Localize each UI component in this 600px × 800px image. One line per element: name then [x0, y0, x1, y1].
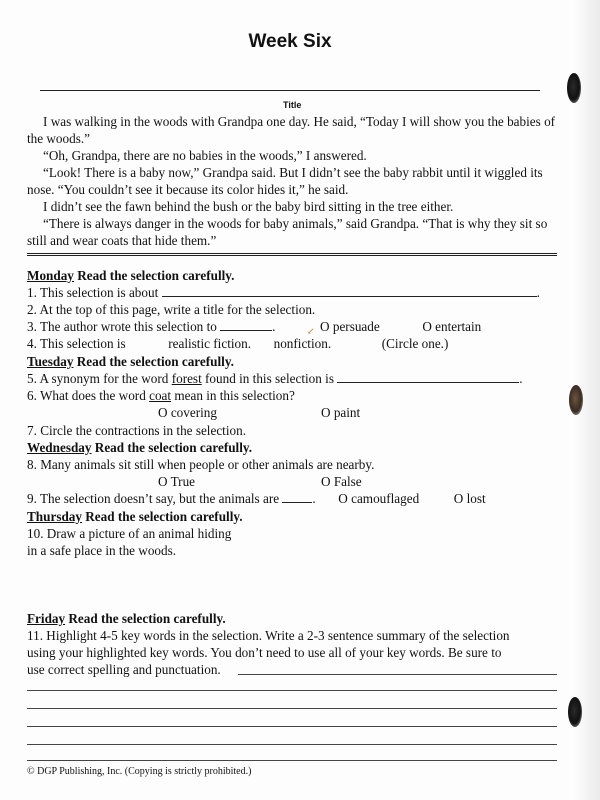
- option-camouflaged[interactable]: O camouflaged: [338, 491, 420, 506]
- writing-line[interactable]: [27, 744, 557, 745]
- day-instruction: Read the selection carefully.: [94, 440, 253, 455]
- answer-blank[interactable]: [220, 319, 272, 331]
- question-4: [27, 335, 448, 352]
- question-10-line-1: 10. Draw a picture of an animal hiding: [27, 526, 232, 541]
- passage-paragraph: I didn’t see the fawn behind the bush or the baby bird sitting in the tree either.: [43, 199, 454, 214]
- question-text: 3. The author wrote this selection to: [27, 319, 217, 334]
- option-nonfiction[interactable]: nonfiction.: [273, 336, 332, 351]
- section-divider: [27, 253, 557, 256]
- underlined-word: coat: [149, 388, 172, 403]
- passage-paragraph: “There is always danger in the woods for baby animals,” said Grandpa. “That is why they sit so still and wear coats that hide them.”: [27, 216, 548, 248]
- copyright-footer: © DGP Publishing, Inc. (Copying is strictly prohibited.): [27, 766, 252, 777]
- option-realistic-fiction[interactable]: realistic fiction.: [168, 336, 252, 351]
- pen-mark: ↙: [307, 326, 315, 336]
- question-text: 6. What does the word: [27, 388, 146, 403]
- punctuation: .: [519, 371, 523, 386]
- monday-heading: [27, 267, 234, 284]
- writing-line[interactable]: [27, 708, 557, 709]
- option-entertain[interactable]: O entertain: [422, 319, 482, 334]
- question-1: [27, 284, 540, 301]
- passage-paragraph: “Oh, Grandpa, there are no babies in the woods,” I answered.: [43, 148, 367, 163]
- day-name: Wednesday: [27, 440, 92, 455]
- question-10-line-2: in a safe place in the woods.: [27, 543, 177, 558]
- question-7: 7. Circle the contractions in the selection.: [27, 423, 246, 438]
- question-2: 2. At the top of this page, write a title for the selection.: [27, 302, 316, 317]
- question-8: 8. Many animals sit still when people or other animals are nearby.: [27, 457, 375, 472]
- answer-blank[interactable]: [162, 285, 537, 297]
- question-text: 5. A synonym for the word: [27, 371, 169, 386]
- day-name: Thursday: [27, 509, 82, 524]
- writing-line[interactable]: [27, 690, 557, 691]
- day-label: [27, 268, 234, 283]
- tuesday-heading: [27, 353, 234, 370]
- title-label: Title: [283, 100, 302, 110]
- question-11-line-2: using your highlighted key words. You don’t need to use all of your key words. Be sure to: [27, 645, 502, 660]
- question-text: 4. This selection is: [27, 336, 126, 351]
- option-covering[interactable]: O covering: [158, 405, 217, 420]
- wednesday-heading: [27, 439, 252, 456]
- thursday-heading: [27, 508, 243, 525]
- title-write-line[interactable]: [40, 90, 540, 91]
- day-name: Monday: [27, 268, 74, 283]
- binder-hole-icon: [568, 697, 582, 727]
- friday-heading: [27, 610, 226, 627]
- day-instruction: Read the selection carefully.: [77, 268, 235, 283]
- question-9: [27, 490, 486, 507]
- writing-line[interactable]: [27, 760, 557, 761]
- binder-hole-icon: [569, 385, 583, 415]
- punctuation: .: [536, 285, 540, 300]
- option-true[interactable]: O True: [158, 474, 196, 489]
- question-text: use correct spelling and punctuation.: [27, 662, 221, 677]
- question-text: 1. This selection is about: [27, 285, 159, 300]
- question-11-line-1: 11. Highlight 4-5 key words in the selection. Write a 2-3 sentence summary of the selection: [27, 628, 510, 643]
- answer-blank[interactable]: [282, 491, 312, 503]
- day-instruction: Read the selection carefully.: [85, 509, 243, 524]
- option-paint[interactable]: O paint: [321, 405, 361, 420]
- page-title: Week Six: [248, 31, 332, 52]
- question-11-line-3: [27, 661, 221, 678]
- question-5: [27, 370, 523, 387]
- day-name: Friday: [27, 611, 66, 626]
- writing-line[interactable]: [238, 674, 557, 675]
- option-persuade[interactable]: O persuade: [320, 319, 380, 334]
- question-6: [27, 387, 295, 404]
- day-instruction: Read the selection carefully.: [68, 611, 226, 626]
- binder-hole-icon: [567, 73, 581, 103]
- question-text: 9. The selection doesn’t say, but the animals are: [27, 491, 280, 506]
- punctuation: .: [312, 491, 316, 506]
- question-text: mean in this selection?: [174, 388, 295, 403]
- writing-line[interactable]: [27, 726, 557, 727]
- passage-paragraph: “Look! There is a baby now,” Grandpa said. But I didn’t see the baby rabbit until it wiggled its nose. “You couldn’t see it because its color hides it,” he said.: [27, 165, 543, 197]
- answer-blank[interactable]: [337, 371, 519, 383]
- option-lost[interactable]: O lost: [453, 491, 486, 506]
- day-name: Tuesday: [27, 354, 74, 369]
- question-3: [27, 318, 481, 335]
- option-false[interactable]: O False: [321, 474, 362, 489]
- underlined-word: forest: [171, 371, 202, 386]
- reading-passage: [27, 113, 559, 249]
- day-instruction: Read the selection carefully.: [76, 354, 234, 369]
- punctuation: .: [272, 319, 276, 334]
- circle-note: (Circle one.): [381, 336, 449, 351]
- passage-paragraph: I was walking in the woods with Grandpa one day. He said, “Today I will show you the babies of the woods.”: [27, 114, 556, 146]
- question-text: found in this selection is: [205, 371, 334, 386]
